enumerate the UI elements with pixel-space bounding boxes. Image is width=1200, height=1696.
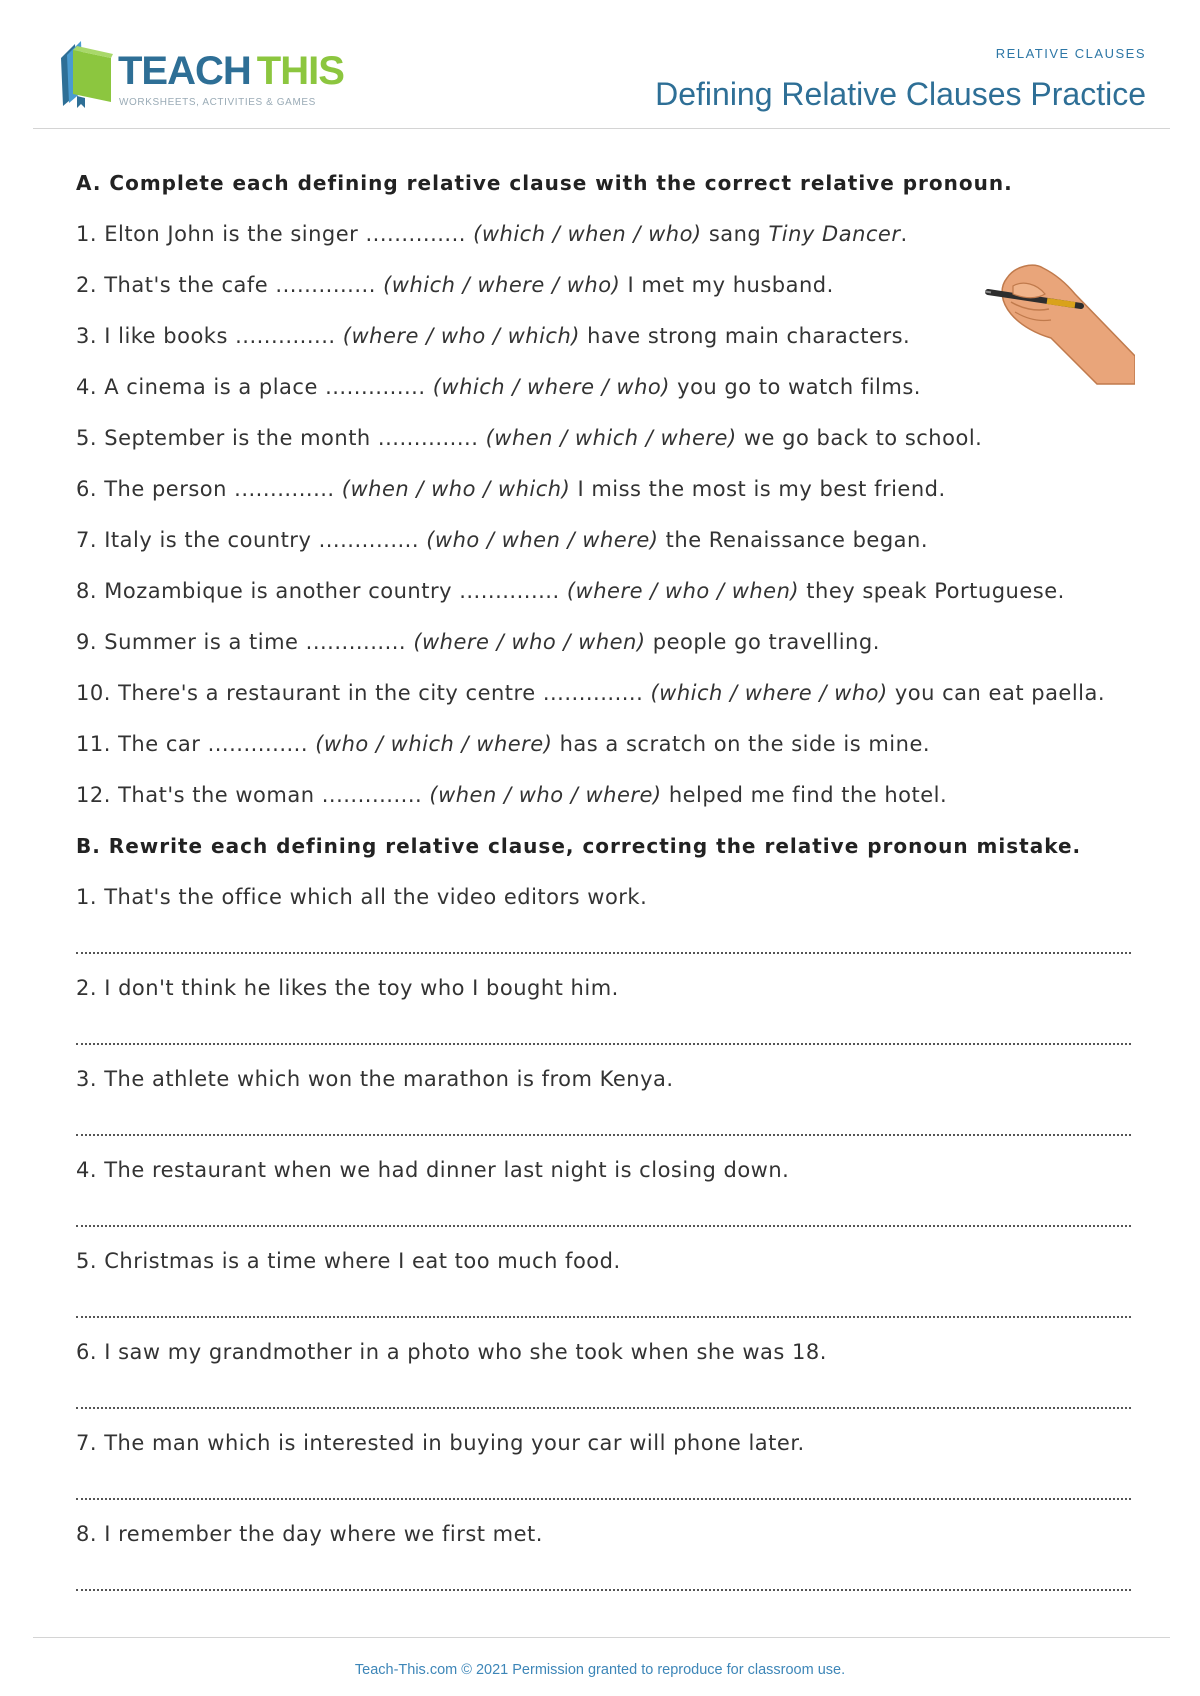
pronoun-options: (which / where / who) [383, 273, 621, 297]
question-text-start: I like books [104, 324, 228, 348]
question-line [76, 872, 1166, 922]
question-number: 8. [76, 1522, 98, 1546]
question-text-end: we go back to school. [743, 426, 983, 450]
question-number: 12. [76, 783, 111, 807]
question-number: 10. [76, 681, 111, 705]
answer-blank: .............. [318, 528, 420, 552]
answer-blank: .............. [365, 222, 466, 246]
section-b-heading: B. Rewrite each defining relative clause, correcting the relative pronoun mistake. [76, 834, 1082, 858]
answer-blank: .............. [321, 783, 423, 807]
copyright-footer: Teach-This.com © 2021 Permission granted to reproduce for classroom use. [354, 1662, 846, 1678]
question-text-end: I met my husband. [627, 273, 834, 297]
question-text-end: I miss the most is my best friend. [577, 477, 946, 501]
question-sentence: That's the office which all the video editors work. [104, 885, 648, 909]
answer-blank: .............. [207, 732, 309, 756]
question-text-end: sang [708, 222, 762, 246]
question-b-2 [76, 963, 1166, 1054]
dotted-answer-line [76, 922, 1131, 954]
question-a-4 [76, 362, 1166, 413]
pronoun-options: (when / who / which) [341, 477, 571, 501]
question-number: 7. [76, 1431, 98, 1455]
question-sentence: I remember the day where we first met. [104, 1522, 543, 1546]
question-a-5 [76, 413, 1166, 464]
pronoun-options: (which / when / who) [473, 222, 702, 246]
question-b-4 [76, 1145, 1166, 1236]
dotted-answer-line [76, 1195, 1131, 1227]
question-sentence: I don't think he likes the toy who I bought him. [104, 976, 619, 1000]
footer-divider [33, 1637, 1170, 1638]
question-sentence: The restaurant when we had dinner last night is closing down. [104, 1158, 790, 1182]
question-text-start: A cinema is a place [104, 375, 318, 399]
answer-blank: .............. [459, 579, 560, 603]
dotted-answer-line [76, 1468, 1131, 1500]
question-number: 11. [76, 732, 111, 756]
question-number: 1. [76, 222, 98, 246]
question-line [76, 1145, 1166, 1195]
question-number: 5. [76, 1249, 98, 1273]
question-number: 1. [76, 885, 98, 909]
logo-wordmark [118, 49, 344, 93]
answer-blank: .............. [377, 426, 479, 450]
question-number: 8. [76, 579, 98, 603]
question-number: 7. [76, 528, 98, 552]
answer-blank: .............. [234, 477, 335, 501]
question-number: 9. [76, 630, 98, 654]
question-text-end: the Renaissance began. [665, 528, 929, 552]
question-text-start: That's the cafe [104, 273, 269, 297]
question-number: 3. [76, 1067, 98, 1091]
section-a-heading: A. Complete each defining relative clause with the correct relative pronoun. [76, 171, 1013, 195]
question-text-end: have strong main characters. [587, 324, 911, 348]
question-number: 2. [76, 976, 98, 1000]
question-text-end: has a scratch on the side is mine. [559, 732, 931, 756]
pronoun-options: (where / who / when) [566, 579, 800, 603]
question-b-7 [76, 1418, 1166, 1509]
pronoun-options: (where / who / which) [342, 324, 580, 348]
question-a-10 [76, 668, 1166, 719]
question-a-9 [76, 617, 1166, 668]
logo-tagline: WORKSHEETS, ACTIVITIES & GAMES [119, 97, 316, 108]
question-text-start: September is the month [104, 426, 371, 450]
question-text-start: The car [118, 732, 201, 756]
question-text-end: they speak Portuguese. [806, 579, 1065, 603]
question-line [76, 1509, 1166, 1559]
question-b-1 [76, 872, 1166, 963]
question-text-end: you can eat paella. [894, 681, 1106, 705]
answer-blank: .............. [235, 324, 336, 348]
question-a-6 [76, 464, 1166, 515]
pronoun-options: (when / which / where) [485, 426, 737, 450]
question-sentence: The man which is interested in buying your car will phone later. [104, 1431, 805, 1455]
pronoun-options: (when / who / where) [429, 783, 662, 807]
question-line [76, 963, 1166, 1013]
question-text-start: There's a restaurant in the city centre [118, 681, 536, 705]
question-line [76, 1418, 1166, 1468]
worksheet-title: Defining Relative Clauses Practice [655, 76, 1146, 112]
question-sentence: The athlete which won the marathon is from Kenya. [104, 1067, 674, 1091]
question-number: 4. [76, 375, 98, 399]
dotted-answer-line [76, 1013, 1131, 1045]
dotted-answer-line [76, 1377, 1131, 1409]
pronoun-options: (which / where / who) [650, 681, 888, 705]
question-text-start: Italy is the country [104, 528, 312, 552]
answer-blank: .............. [305, 630, 407, 654]
question-text-end: you go to watch films. [677, 375, 921, 399]
question-text-end: helped me find the hotel. [668, 783, 948, 807]
answer-blank: .............. [542, 681, 644, 705]
dotted-answer-line [76, 1104, 1131, 1136]
question-a-1 [76, 209, 1166, 260]
worksheet-category: RELATIVE CLAUSES [995, 46, 1146, 61]
pronoun-options: (who / when / where) [426, 528, 659, 552]
song-title: Tiny Dancer [768, 222, 901, 246]
question-number: 3. [76, 324, 98, 348]
logo-word-teach: TEACH [118, 49, 251, 93]
question-number: 4. [76, 1158, 98, 1182]
question-number: 6. [76, 1340, 98, 1364]
teach-this-book-logo-icon [57, 38, 114, 109]
pronoun-options: (where / who / when) [413, 630, 646, 654]
question-number: 5. [76, 426, 98, 450]
question-text-end: people go travelling. [652, 630, 880, 654]
question-a-11 [76, 719, 1166, 770]
header-divider [33, 128, 1170, 129]
logo-word-this: THIS [256, 49, 344, 93]
worksheet-body [76, 158, 1166, 1600]
question-number: 2. [76, 273, 98, 297]
question-a-12 [76, 770, 1166, 821]
answer-blank: .............. [275, 273, 376, 297]
question-a-2 [76, 260, 1166, 311]
pronoun-options: (which / where / who) [432, 375, 670, 399]
answer-blank: .............. [325, 375, 426, 399]
question-b-5 [76, 1236, 1166, 1327]
dotted-answer-line [76, 1286, 1131, 1318]
question-number: 6. [76, 477, 98, 501]
question-punctuation: . [900, 222, 908, 246]
question-sentence: I saw my grandmother in a photo who she took when she was 18. [104, 1340, 827, 1364]
dotted-answer-line [76, 1559, 1131, 1591]
question-text-start: The person [104, 477, 227, 501]
question-line [76, 1327, 1166, 1377]
question-line [76, 1054, 1166, 1104]
question-a-3 [76, 311, 1166, 362]
question-a-7 [76, 515, 1166, 566]
question-text-start: Mozambique is another country [104, 579, 453, 603]
question-text-start: That's the woman [118, 783, 315, 807]
question-sentence: Christmas is a time where I eat too much food. [104, 1249, 621, 1273]
question-b-6 [76, 1327, 1166, 1418]
question-b-8 [76, 1509, 1166, 1600]
question-text-start: Summer is a time [104, 630, 299, 654]
question-text-start: Elton John is the singer [104, 222, 359, 246]
question-a-8 [76, 566, 1166, 617]
question-b-3 [76, 1054, 1166, 1145]
question-line [76, 1236, 1166, 1286]
pronoun-options: (who / which / where) [315, 732, 553, 756]
